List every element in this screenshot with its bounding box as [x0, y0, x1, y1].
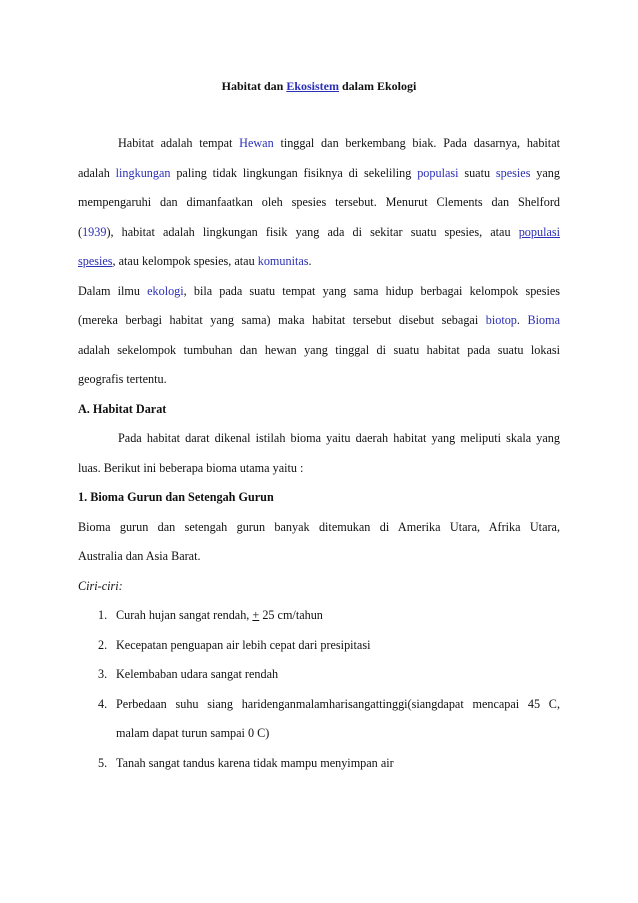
title-text: Habitat dan [221, 79, 287, 93]
para4-line1: Bioma gurun dan setengah gurun banyak ditemukan di Amerika Utara, Afrika Utara, [78, 519, 560, 534]
title-text-end: dalam Ekologi [339, 79, 417, 93]
document-body [78, 129, 560, 778]
para2-line1: Dalam ilmu ekologi, bila pada suatu tempat yang sama hidup berbagai kelompok spesies [78, 283, 560, 298]
komunitas-link[interactable]: komunitas [257, 254, 309, 268]
para2-line4: geografis tertentu. [78, 372, 167, 386]
list-item: 5. Tanah sangat tandus karena tidak mampu menyimpan air [98, 755, 394, 770]
heading-bioma-gurun: 1. Bioma Gurun dan Setengah Gurun [78, 490, 274, 504]
spesies-link[interactable]: spesies [495, 165, 531, 180]
list-item: 4. Perbedaan suhu siang haridenganmalamharisangattinggi(siangdapat mencapai 45 C, malam dapat turun sampai 0 C) [98, 696, 560, 740]
para4-line2: Australia dan Asia Barat. [78, 549, 201, 563]
para1-line3: mempengaruhi dan dimanfaatkan oleh spesies tersebut. Menurut Clements dan Shelford [78, 195, 560, 209]
bioma-link[interactable]: Bioma [527, 313, 560, 327]
para1-line1: Habitat adalah tempat Hewan tinggal dan berkembang biak. Pada dasarnya, habitat [118, 136, 560, 150]
heading-habitat-darat: A. Habitat Darat [78, 401, 167, 416]
para3-line2: luas. Berikut ini beberapa bioma utama yaitu : [78, 460, 304, 475]
ekologi-link[interactable]: ekologi [147, 283, 184, 298]
para1-line5: spesies, atau kelompok spesies, atau komunitas. [78, 254, 312, 268]
year-1939-link[interactable]: 1939 [82, 224, 107, 239]
ciri-label: Ciri-ciri: [78, 578, 123, 593]
list-item: 3. Kelembaban udara sangat rendah [98, 667, 279, 681]
populasi-link[interactable]: populasi [417, 165, 459, 180]
biotop-link[interactable]: biotop [485, 313, 517, 327]
ciri-list [78, 601, 560, 778]
populasi-spesies-link-cont[interactable]: spesies [78, 254, 113, 268]
lingkungan-link[interactable]: lingkungan [115, 165, 171, 180]
document-title [0, 78, 638, 94]
hewan-link[interactable]: Hewan [239, 136, 274, 150]
populasi-spesies-link[interactable]: populasi [518, 224, 560, 239]
para1-line2: adalah lingkungan paling tidak lingkungan fisiknya di sekeliling populasi suatu spesies yang [78, 165, 560, 180]
para3-line1: Pada habitat darat dikenal istilah bioma yaitu daerah habitat yang meliputi skala yang [118, 431, 560, 445]
list-item: 1. Curah hujan sangat rendah, + 25 cm/tahun [98, 608, 323, 622]
para1-line4: (1939), habitat adalah lingkungan fisik yang ada di sekitar suatu spesies, atau populasi [78, 224, 560, 239]
list-item: 2. Kecepatan penguapan air lebih cepat dari presipitasi [98, 637, 371, 652]
para2-line3: adalah sekelompok tumbuhan dan hewan yang tinggal di suatu habitat pada suatu lokasi [78, 342, 560, 357]
para2-line2: (mereka berbagi habitat yang sama) maka habitat tersebut disebut sebagai biotop. Bioma [78, 313, 560, 327]
plus-minus-sign: + [252, 608, 260, 622]
ekosistem-link[interactable]: Ekosistem [286, 79, 339, 93]
